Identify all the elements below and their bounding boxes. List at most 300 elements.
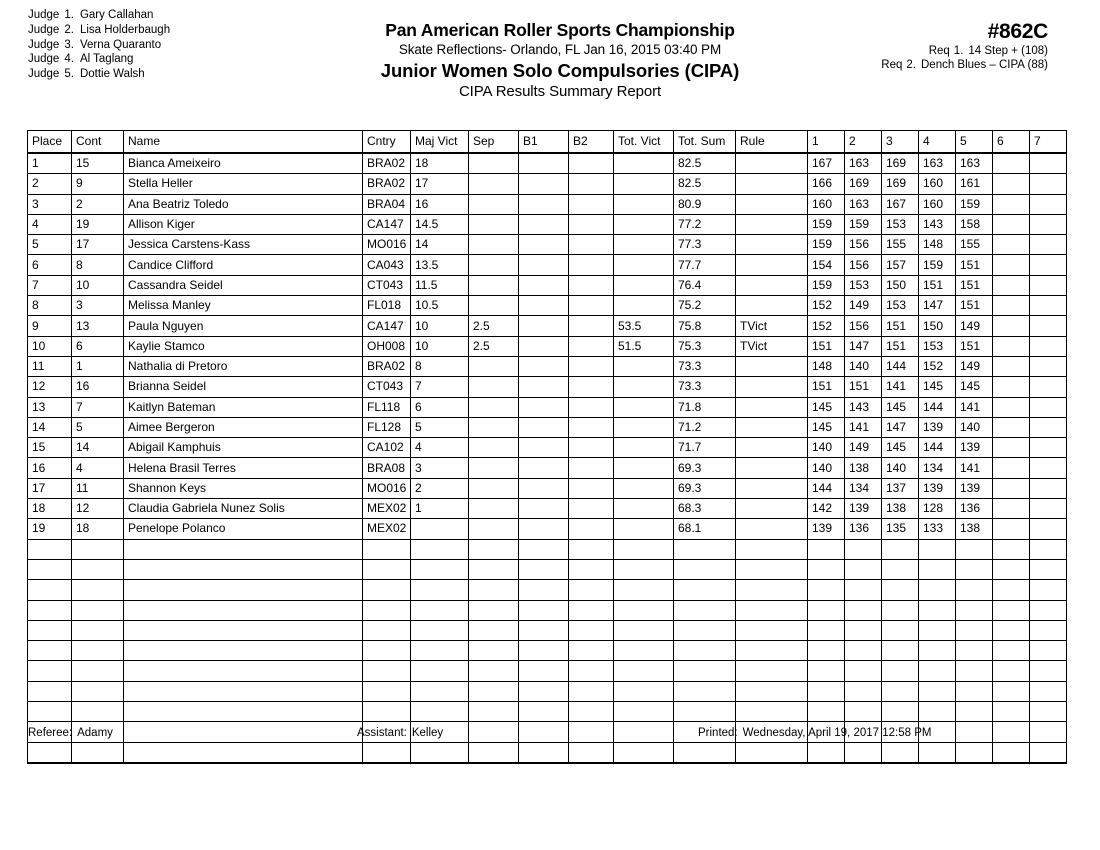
cell-j5: 139 xyxy=(956,438,993,458)
event-title: Junior Women Solo Compulsories (CIPA) xyxy=(380,60,740,81)
cell-empty xyxy=(72,600,124,620)
cell-j5: 140 xyxy=(956,417,993,437)
cell-tot-vict xyxy=(614,377,674,397)
table-row-empty xyxy=(28,742,1067,763)
cell-j3: 138 xyxy=(882,499,919,519)
table-body xyxy=(28,153,1067,763)
cell-cont: 16 xyxy=(72,377,124,397)
cell-cont: 9 xyxy=(72,174,124,194)
cell-place: 5 xyxy=(28,235,72,255)
cell-cntry: CA147 xyxy=(363,316,411,336)
cell-j1: 140 xyxy=(808,438,845,458)
cell-empty xyxy=(469,641,519,661)
cell-empty xyxy=(614,559,674,579)
cell-tot-sum: 69.3 xyxy=(674,478,736,498)
cell-place: 9 xyxy=(28,316,72,336)
cell-place: 1 xyxy=(28,153,72,174)
cell-empty xyxy=(411,600,469,620)
cell-j1: 159 xyxy=(808,235,845,255)
cell-j2: 151 xyxy=(845,377,882,397)
cell-empty xyxy=(845,702,882,722)
judge-name: Gary Callahan xyxy=(79,9,154,21)
table-row-empty xyxy=(28,702,1067,722)
assistant-label: Assistant: xyxy=(357,727,407,739)
cell-j7 xyxy=(1030,296,1067,316)
cell-j3: 141 xyxy=(882,377,919,397)
cell-sep xyxy=(469,519,519,539)
cell-empty xyxy=(882,580,919,600)
cell-sep xyxy=(469,377,519,397)
cell-empty xyxy=(363,559,411,579)
cell-empty xyxy=(469,580,519,600)
cell-sep xyxy=(469,478,519,498)
cell-b2 xyxy=(569,458,614,478)
cell-maj-vict: 3 xyxy=(411,458,469,478)
cell-empty xyxy=(845,620,882,640)
cell-j4: 152 xyxy=(919,356,956,376)
cell-empty xyxy=(674,559,736,579)
cell-empty xyxy=(569,742,614,763)
cell-j2: 156 xyxy=(845,235,882,255)
cell-sep xyxy=(469,499,519,519)
cell-empty xyxy=(808,742,845,763)
cell-b2 xyxy=(569,316,614,336)
cell-tot-vict xyxy=(614,153,674,174)
judge-label: Judge xyxy=(28,38,60,51)
cell-empty xyxy=(72,580,124,600)
cell-b1 xyxy=(519,194,569,214)
cell-empty xyxy=(72,742,124,763)
cell-j1: 160 xyxy=(808,194,845,214)
cell-tot-sum: 71.7 xyxy=(674,438,736,458)
cell-empty xyxy=(919,681,956,701)
column-header-maj-vict: Maj Vict xyxy=(411,131,469,154)
cell-j6 xyxy=(993,519,1030,539)
cell-cont: 13 xyxy=(72,316,124,336)
cell-empty xyxy=(674,600,736,620)
cell-b1 xyxy=(519,438,569,458)
cell-rule xyxy=(736,153,808,174)
cell-empty xyxy=(674,742,736,763)
cell-empty xyxy=(519,620,569,640)
cell-tot-vict xyxy=(614,458,674,478)
cell-empty xyxy=(1030,580,1067,600)
cell-j2: 163 xyxy=(845,153,882,174)
cell-empty xyxy=(411,559,469,579)
cell-empty xyxy=(469,539,519,559)
cell-j3: 135 xyxy=(882,519,919,539)
cell-maj-vict: 10 xyxy=(411,316,469,336)
cell-cntry: FL118 xyxy=(363,397,411,417)
cell-empty xyxy=(736,742,808,763)
cell-b2 xyxy=(569,153,614,174)
cell-empty xyxy=(614,681,674,701)
cell-empty xyxy=(72,681,124,701)
cell-place: 15 xyxy=(28,438,72,458)
table-row xyxy=(28,336,1067,356)
cell-empty xyxy=(808,681,845,701)
cell-tot-sum: 77.7 xyxy=(674,255,736,275)
cell-j4: 139 xyxy=(919,417,956,437)
cell-empty xyxy=(956,539,993,559)
cell-tot-sum: 73.3 xyxy=(674,356,736,376)
cell-maj-vict: 5 xyxy=(411,417,469,437)
cell-rule xyxy=(736,214,808,234)
table-row xyxy=(28,458,1067,478)
cell-j7 xyxy=(1030,255,1067,275)
cell-empty xyxy=(1030,702,1067,722)
cell-maj-vict: 6 xyxy=(411,397,469,417)
cell-name: Kaylie Stamco xyxy=(124,336,363,356)
cell-tot-vict xyxy=(614,417,674,437)
cell-empty xyxy=(519,641,569,661)
cell-tot-vict xyxy=(614,397,674,417)
cell-rule xyxy=(736,194,808,214)
cell-j1: 154 xyxy=(808,255,845,275)
report-header xyxy=(270,20,850,102)
judge-number: 2. xyxy=(64,23,74,36)
cell-b1 xyxy=(519,255,569,275)
cell-empty xyxy=(845,600,882,620)
cell-tot-sum: 76.4 xyxy=(674,275,736,295)
judge-number: 1. xyxy=(64,9,74,21)
cell-empty xyxy=(919,539,956,559)
cell-empty xyxy=(469,742,519,763)
table-row-empty xyxy=(28,539,1067,559)
cell-j3: 169 xyxy=(882,153,919,174)
cell-empty xyxy=(519,742,569,763)
cell-cont: 14 xyxy=(72,438,124,458)
cell-empty xyxy=(808,661,845,681)
cell-j4: 139 xyxy=(919,478,956,498)
table-row-empty xyxy=(28,681,1067,701)
cell-empty xyxy=(919,600,956,620)
cell-j5: 141 xyxy=(956,397,993,417)
judge-entry-1 xyxy=(28,8,170,23)
cell-b2 xyxy=(569,397,614,417)
cell-j2: 169 xyxy=(845,174,882,194)
cell-rule xyxy=(736,499,808,519)
event-info-panel xyxy=(881,20,1048,72)
cell-j4: 134 xyxy=(919,458,956,478)
cell-empty xyxy=(1030,641,1067,661)
assistant-info xyxy=(357,727,443,739)
cell-rule xyxy=(736,377,808,397)
requirement-label: Req xyxy=(928,45,950,57)
cell-empty xyxy=(569,620,614,640)
cell-j5: 151 xyxy=(956,275,993,295)
cell-empty xyxy=(736,580,808,600)
column-header-j4: 4 xyxy=(919,131,956,154)
cell-b1 xyxy=(519,519,569,539)
table-row xyxy=(28,235,1067,255)
column-header-tot-vict: Tot. Vict xyxy=(614,131,674,154)
cell-maj-vict: 7 xyxy=(411,377,469,397)
cell-j6 xyxy=(993,194,1030,214)
cell-b1 xyxy=(519,458,569,478)
judge-label: Judge xyxy=(28,68,60,81)
cell-empty xyxy=(614,641,674,661)
cell-j2: 163 xyxy=(845,194,882,214)
cell-empty xyxy=(28,681,72,701)
judge-name: Al Taglang xyxy=(79,53,134,66)
cell-j7 xyxy=(1030,194,1067,214)
cell-empty xyxy=(845,641,882,661)
cell-j1: 151 xyxy=(808,377,845,397)
cell-sep xyxy=(469,235,519,255)
cell-empty xyxy=(808,600,845,620)
cell-sep xyxy=(469,214,519,234)
cell-empty xyxy=(614,539,674,559)
cell-empty xyxy=(993,661,1030,681)
cell-name: Brianna Seidel xyxy=(124,377,363,397)
table-row xyxy=(28,397,1067,417)
cell-j6 xyxy=(993,377,1030,397)
cell-j6 xyxy=(993,417,1030,437)
cell-cntry: CA102 xyxy=(363,438,411,458)
cell-empty xyxy=(882,641,919,661)
cell-empty xyxy=(845,681,882,701)
cell-empty xyxy=(919,641,956,661)
table-header-row xyxy=(28,131,1067,154)
cell-empty xyxy=(469,559,519,579)
cell-name: Nathalia di Pretoro xyxy=(124,356,363,376)
cell-name: Bianca Ameixeiro xyxy=(124,153,363,174)
cell-j6 xyxy=(993,499,1030,519)
cell-empty xyxy=(919,702,956,722)
cell-empty xyxy=(674,641,736,661)
cell-j3: 151 xyxy=(882,316,919,336)
cell-j2: 141 xyxy=(845,417,882,437)
cell-empty xyxy=(519,559,569,579)
cell-place: 11 xyxy=(28,356,72,376)
cell-place: 12 xyxy=(28,377,72,397)
cell-empty xyxy=(808,620,845,640)
cell-cont: 3 xyxy=(72,296,124,316)
cell-sep xyxy=(469,458,519,478)
cell-empty xyxy=(919,661,956,681)
cell-empty xyxy=(736,620,808,640)
cell-j2: 134 xyxy=(845,478,882,498)
cell-empty xyxy=(674,539,736,559)
cell-empty xyxy=(919,559,956,579)
cell-tot-vict xyxy=(614,214,674,234)
column-header-sep: Sep xyxy=(469,131,519,154)
cell-tot-vict xyxy=(614,499,674,519)
column-header-place: Place xyxy=(28,131,72,154)
cell-j3: 153 xyxy=(882,296,919,316)
cell-sep xyxy=(469,417,519,437)
cell-j5: 159 xyxy=(956,194,993,214)
cell-j6 xyxy=(993,153,1030,174)
cell-tot-sum: 71.8 xyxy=(674,397,736,417)
cell-j6 xyxy=(993,336,1030,356)
cell-tot-vict xyxy=(614,356,674,376)
cell-place: 7 xyxy=(28,275,72,295)
cell-j3: 150 xyxy=(882,275,919,295)
table-row xyxy=(28,478,1067,498)
cell-b1 xyxy=(519,214,569,234)
cell-j1: 145 xyxy=(808,397,845,417)
cell-tot-sum: 75.8 xyxy=(674,316,736,336)
cell-place: 17 xyxy=(28,478,72,498)
table-row xyxy=(28,153,1067,174)
cell-empty xyxy=(72,559,124,579)
cell-empty xyxy=(28,580,72,600)
cell-j4: 144 xyxy=(919,438,956,458)
table-row xyxy=(28,499,1067,519)
cell-j6 xyxy=(993,356,1030,376)
cell-empty xyxy=(569,702,614,722)
cell-j5: 139 xyxy=(956,478,993,498)
cell-cont: 1 xyxy=(72,356,124,376)
cell-j1: 145 xyxy=(808,417,845,437)
event-number: #862C xyxy=(987,20,1048,43)
referee-name: Adamy xyxy=(77,727,113,739)
cell-b1 xyxy=(519,336,569,356)
cell-rule xyxy=(736,235,808,255)
cell-b2 xyxy=(569,356,614,376)
cell-name: Stella Heller xyxy=(124,174,363,194)
cell-rule xyxy=(736,458,808,478)
cell-j4: 133 xyxy=(919,519,956,539)
cell-place: 8 xyxy=(28,296,72,316)
cell-empty xyxy=(845,580,882,600)
cell-empty xyxy=(569,641,614,661)
judge-entry-3 xyxy=(28,38,170,53)
cell-tot-vict xyxy=(614,174,674,194)
cell-maj-vict: 14.5 xyxy=(411,214,469,234)
cell-b2 xyxy=(569,235,614,255)
cell-cont: 17 xyxy=(72,235,124,255)
cell-empty xyxy=(411,742,469,763)
cell-rule xyxy=(736,296,808,316)
cell-j7 xyxy=(1030,356,1067,376)
cell-j1: 144 xyxy=(808,478,845,498)
cell-tot-sum: 69.3 xyxy=(674,458,736,478)
cell-j3: 151 xyxy=(882,336,919,356)
cell-j2: 138 xyxy=(845,458,882,478)
cell-j7 xyxy=(1030,458,1067,478)
cell-cont: 6 xyxy=(72,336,124,356)
cell-cont: 5 xyxy=(72,417,124,437)
cell-empty xyxy=(845,742,882,763)
cell-j7 xyxy=(1030,316,1067,336)
cell-j6 xyxy=(993,397,1030,417)
cell-name: Candice Clifford xyxy=(124,255,363,275)
cell-b2 xyxy=(569,255,614,275)
cell-b1 xyxy=(519,417,569,437)
cell-j4: 150 xyxy=(919,316,956,336)
cell-empty xyxy=(519,681,569,701)
cell-empty xyxy=(736,539,808,559)
cell-b1 xyxy=(519,356,569,376)
cell-empty xyxy=(124,539,363,559)
cell-empty xyxy=(363,681,411,701)
cell-b1 xyxy=(519,275,569,295)
cell-j6 xyxy=(993,478,1030,498)
report-title: CIPA Results Summary Report xyxy=(458,83,662,100)
cell-j6 xyxy=(993,235,1030,255)
cell-j2: 156 xyxy=(845,255,882,275)
requirement-label: Req xyxy=(881,59,903,71)
cell-empty xyxy=(993,702,1030,722)
cell-empty xyxy=(993,620,1030,640)
cell-sep xyxy=(469,356,519,376)
cell-empty xyxy=(363,600,411,620)
column-header-j3: 3 xyxy=(882,131,919,154)
cell-place: 6 xyxy=(28,255,72,275)
cell-empty xyxy=(124,580,363,600)
cell-j2: 147 xyxy=(845,336,882,356)
cell-empty xyxy=(1030,539,1067,559)
cell-empty xyxy=(519,661,569,681)
cell-empty xyxy=(993,580,1030,600)
cell-maj-vict: 11.5 xyxy=(411,275,469,295)
cell-empty xyxy=(28,620,72,640)
cell-empty xyxy=(28,539,72,559)
table-row xyxy=(28,356,1067,376)
cell-empty xyxy=(808,702,845,722)
cell-j5: 155 xyxy=(956,235,993,255)
cell-b1 xyxy=(519,235,569,255)
cell-j4: 160 xyxy=(919,194,956,214)
cell-empty xyxy=(1030,661,1067,681)
cell-tot-vict xyxy=(614,478,674,498)
cell-j3: 153 xyxy=(882,214,919,234)
cell-empty xyxy=(28,742,72,763)
judge-label: Judge xyxy=(28,53,60,66)
cell-tot-sum: 68.1 xyxy=(674,519,736,539)
cell-empty xyxy=(363,641,411,661)
cell-j5: 151 xyxy=(956,296,993,316)
cell-empty xyxy=(411,580,469,600)
cell-cntry: FL018 xyxy=(363,296,411,316)
cell-b2 xyxy=(569,296,614,316)
cell-empty xyxy=(28,661,72,681)
cell-cntry: BRA02 xyxy=(363,356,411,376)
table-row xyxy=(28,519,1067,539)
cell-j4: 145 xyxy=(919,377,956,397)
referee-info xyxy=(28,727,113,739)
cell-j4: 151 xyxy=(919,275,956,295)
table-row xyxy=(28,296,1067,316)
cell-empty xyxy=(614,580,674,600)
cell-empty xyxy=(956,559,993,579)
table-row xyxy=(28,438,1067,458)
cell-name: Jessica Carstens-Kass xyxy=(124,235,363,255)
cell-name: Ana Beatriz Toledo xyxy=(124,194,363,214)
cell-j2: 149 xyxy=(845,438,882,458)
cell-tot-sum: 71.2 xyxy=(674,417,736,437)
cell-j6 xyxy=(993,255,1030,275)
cell-b2 xyxy=(569,194,614,214)
cell-empty xyxy=(956,702,993,722)
judge-name: Lisa Holderbaugh xyxy=(79,23,171,36)
cell-place: 2 xyxy=(28,174,72,194)
cell-sep xyxy=(469,397,519,417)
cell-cont: 15 xyxy=(72,153,124,174)
cell-maj-vict: 8 xyxy=(411,356,469,376)
cell-sep xyxy=(469,255,519,275)
cell-cntry: OH008 xyxy=(363,336,411,356)
cell-place: 10 xyxy=(28,336,72,356)
cell-j7 xyxy=(1030,214,1067,234)
cell-j3: 145 xyxy=(882,438,919,458)
cell-name: Kaitlyn Bateman xyxy=(124,397,363,417)
cell-j2: 136 xyxy=(845,519,882,539)
cell-maj-vict: 10.5 xyxy=(411,296,469,316)
